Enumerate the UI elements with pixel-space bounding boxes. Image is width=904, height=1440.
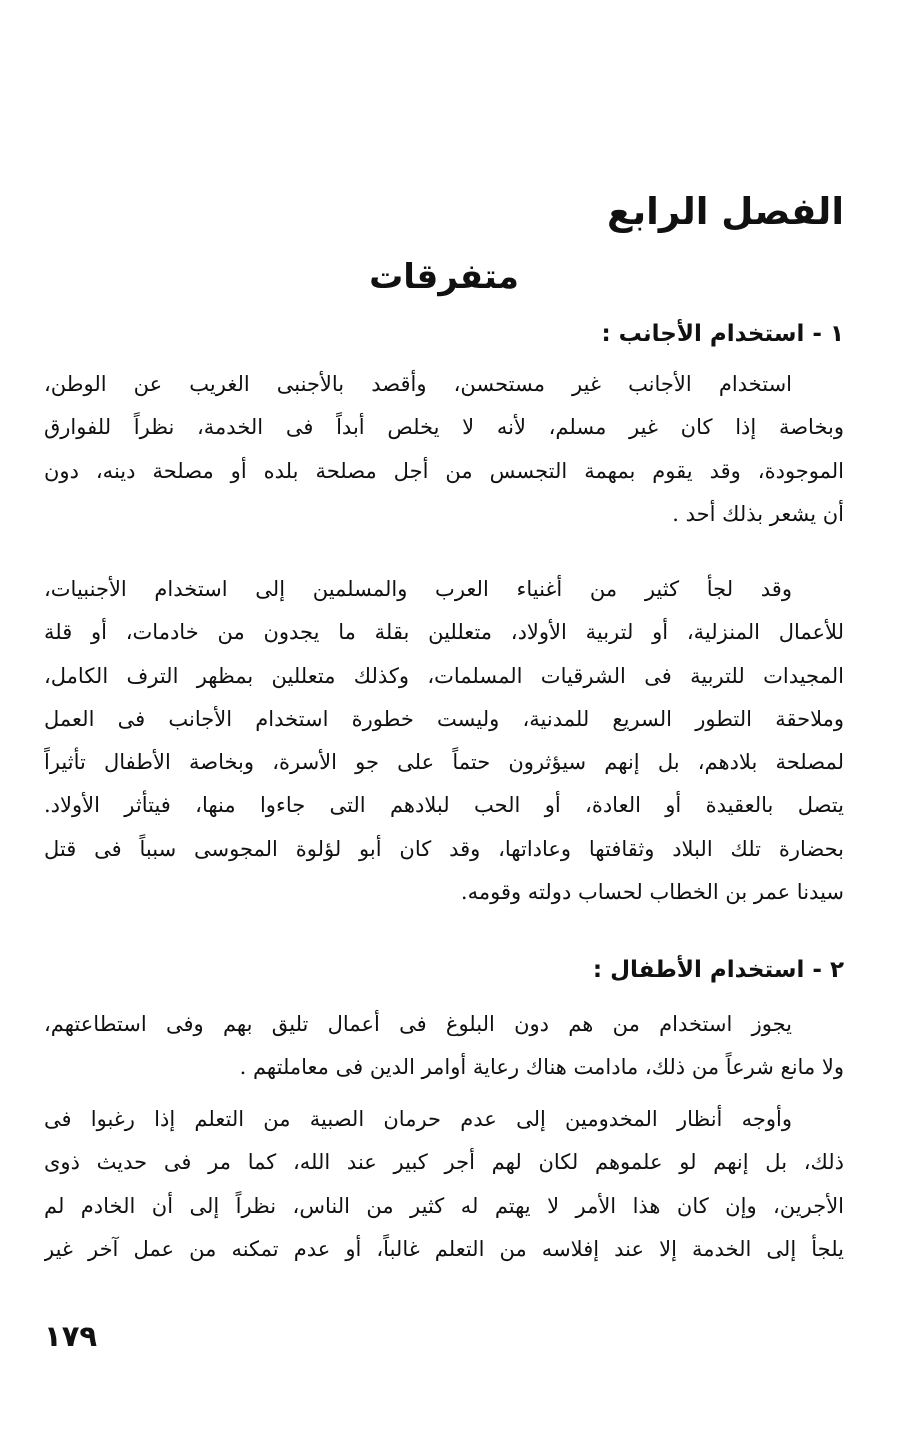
text-line: استخدام الأجانب غير مستحسن، وأقصد بالأجنبى الغريب عن الوطن، — [44, 372, 792, 396]
text-line: ولا مانع شرعاً من ذلك، مادامت هناك رعاية أوامر الدين فى معاملتهم . — [239, 1055, 844, 1080]
text-line: لمصلحة بلادهم، بل إنهم سيؤثرون حتماً على جو الأسرة، وبخاصة الأطفال تأثيراً — [44, 750, 844, 775]
section-heading-children: ٢ - استخدام الأطفال : — [592, 957, 844, 983]
paragraph-foreigners-1 — [44, 363, 844, 536]
text-line: ذلك، بل إنهم لو علموهم لكان لهم أجر كبير عند الله، كما مر فى حديث ذوى — [44, 1150, 844, 1175]
text-line: للأعمال المنزلية، أو لتربية الأولاد، متعللين بقلة ما يجدون من خادمات، أو قلة — [44, 620, 844, 645]
paragraph-children-2 — [44, 1098, 844, 1271]
paragraph-children-1 — [44, 1003, 844, 1090]
section-heading-foreigners: ١ - استخدام الأجانب : — [601, 321, 844, 347]
page-number: ١٧٩ — [44, 1319, 98, 1353]
text-line: الموجودة، وقد يقوم بمهمة التجسس من أجل مصلحة بلده أو مصلحة دينه، دون — [44, 458, 844, 483]
text-line: يتصل بالعقيدة أو العادة، أو الحب لبلادهم التى جاءوا منها، فيتأثر الأولاد. — [44, 793, 844, 818]
text-line: يجوز استخدام من هم دون البلوغ فى أعمال تليق بهم وفى استطاعتهم، — [44, 1012, 792, 1036]
text-line: المجيدات للتربية فى الشرقيات المسلمات، وكذلك متعللين بمظهر الترف الكامل، — [44, 663, 844, 688]
document-page — [44, 0, 844, 1440]
text-line: يلجأ إلى الخدمة إلا عند إفلاسه من التعلم غالباً، أو عدم تمكنه من عمل آخر غير — [44, 1236, 844, 1261]
text-line: وقد لجأ كثير من أغنياء العرب والمسلمين إلى استخدام الأجنبيات، — [44, 577, 792, 601]
text-line: بحضارة تلك البلاد وثقافتها وعاداتها، وقد كان أبو لؤلوة المجوسى سبباً فى قتل — [44, 836, 844, 861]
paragraph-foreigners-2 — [44, 568, 844, 914]
text-line: أن يشعر بذلك أحد . — [672, 501, 844, 526]
chapter-subtitle: متفرقات — [369, 257, 519, 297]
text-line: وأوجه أنظار المخدومين إلى عدم حرمان الصبية من التعلم إذا رغبوا فى — [44, 1107, 792, 1131]
chapter-title: الفصل الرابع — [606, 190, 844, 233]
text-line: وملاحقة التطور السريع للمدنية، وليست خطورة استخدام الأجانب فى العمل — [44, 706, 844, 731]
text-line: وبخاصة إذا كان غير مسلم، لأنه لا يخلص أبداً فى الخدمة، نظراً للفوارق — [44, 415, 844, 440]
text-line: الأجرين، وإن كان هذا الأمر لا يهتم له كثير من الناس، نظراً إلى أن الخادم لم — [44, 1193, 844, 1218]
text-line: سيدنا عمر بن الخطاب لحساب دولته وقومه. — [460, 880, 844, 905]
